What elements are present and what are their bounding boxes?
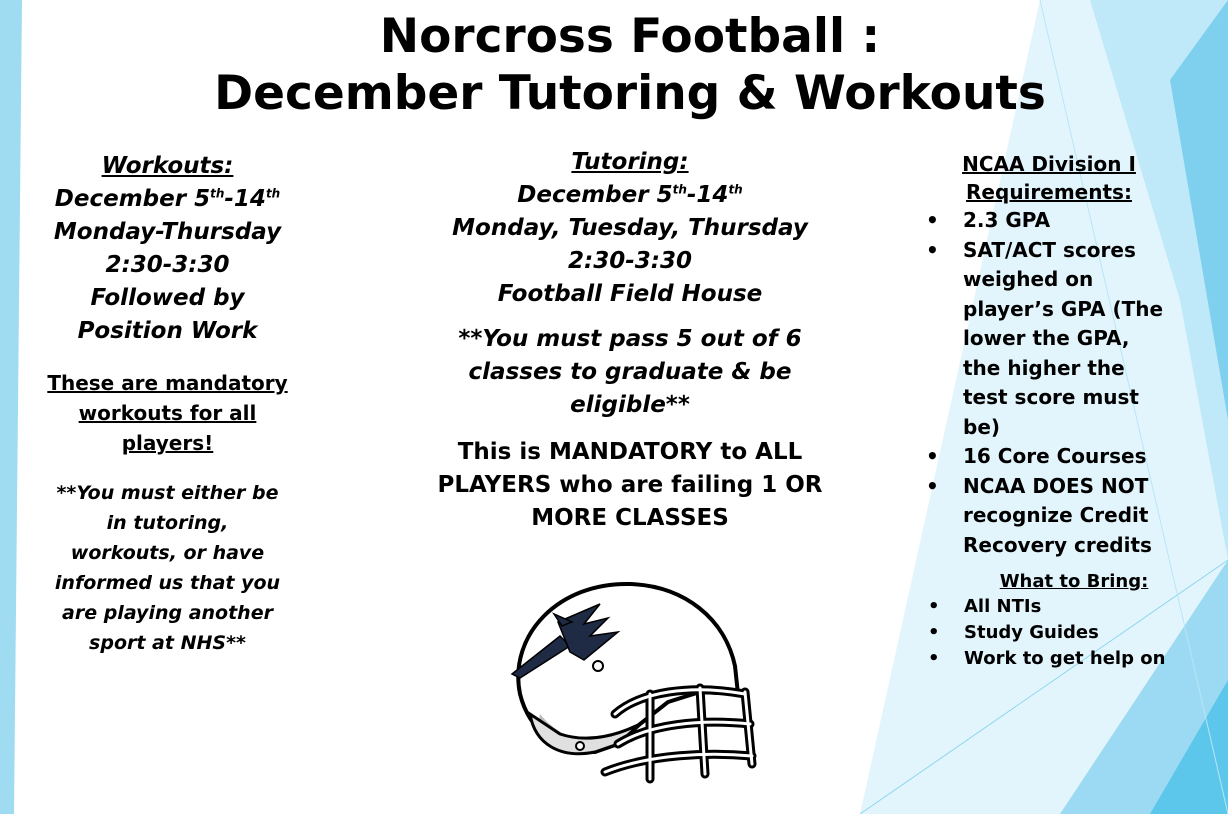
list-item: • Work to get help on	[918, 646, 1180, 672]
list-item: • 16 Core Courses	[918, 442, 1180, 472]
tutoring-location: Football Field House	[497, 281, 763, 307]
tutoring-mandatory: This is MANDATORY to ALL PLAYERS who are failing 1 OR MORE CLASSES	[437, 439, 823, 531]
list-item: • NCAA DOES NOT recognize Credit Recovery credits	[918, 472, 1180, 561]
workouts-heading: Workouts:	[101, 153, 234, 179]
helmet-screw	[576, 742, 584, 750]
tutoring-dates: December 5th-14th	[517, 182, 743, 208]
bring-list	[918, 594, 1180, 672]
workouts-followed-line-1: Followed by	[90, 285, 245, 311]
left-edge-stripe	[0, 0, 22, 814]
tutoring-heading: Tutoring:	[571, 149, 689, 175]
page-title	[160, 8, 1100, 122]
title-line-2: December Tutoring & Workouts	[214, 66, 1046, 121]
tutoring-days: Monday, Tuesday, Thursday	[452, 215, 808, 241]
ncaa-requirements-list	[918, 206, 1180, 560]
helmet-screw	[593, 661, 603, 671]
workouts-note: **You must either be in tutoring, workouts, or have informed us that you are playing another sport at NHS**	[54, 482, 281, 654]
workouts-section	[30, 150, 305, 658]
workouts-followed-line-2: Position Work	[77, 318, 258, 344]
workouts-mandatory: These are mandatory workouts for all players!	[47, 371, 288, 455]
tutoring-pass-note: **You must pass 5 out of 6 classes to graduate & be eligible**	[458, 326, 802, 418]
title-line-1: Norcross Football :	[379, 9, 881, 64]
tutoring-section	[425, 146, 835, 535]
workouts-days: Monday-Thursday	[53, 219, 282, 245]
tutoring-time: 2:30-3:30	[568, 248, 692, 274]
ncaa-heading: NCAA Division I Requirements:	[962, 152, 1136, 204]
football-helmet-icon	[500, 574, 760, 789]
workouts-time: 2:30-3:30	[105, 252, 230, 278]
list-item: • 2.3 GPA	[918, 206, 1180, 236]
workouts-dates: December 5th-14th	[54, 186, 281, 212]
list-item: • SAT/ACT scores weighed on player’s GPA (The lower the GPA, the higher the test score must be)	[918, 236, 1180, 443]
list-item: • All NTIs	[918, 594, 1180, 620]
list-item: • Study Guides	[918, 620, 1180, 646]
ncaa-section	[918, 150, 1180, 672]
bring-heading: What to Bring:	[999, 571, 1149, 592]
